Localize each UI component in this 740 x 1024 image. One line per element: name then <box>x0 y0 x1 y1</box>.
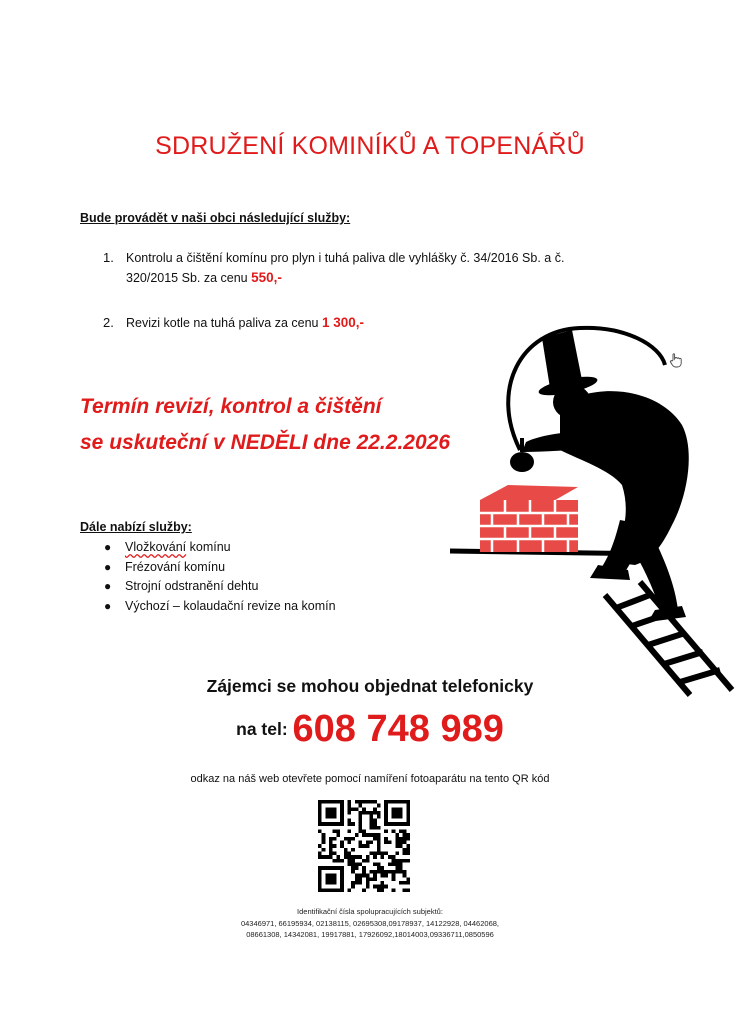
list-item-text: komínu <box>186 540 231 554</box>
list-item <box>104 597 336 617</box>
partner-ids-heading: Identifikační čísla spolupracujících subjektů: <box>297 907 443 916</box>
list-item-text: Frézování komínu <box>125 559 226 574</box>
list-item-text: Výchozí – kolaudační revize na komín <box>125 598 336 613</box>
list-item-text: Strojní odstranění dehtu <box>125 579 259 593</box>
list-item <box>104 577 336 597</box>
term-line-2: se uskuteční v NEDĚLI dne 22.2.2026 <box>80 431 451 454</box>
chimney-sweep-illustration <box>450 320 740 705</box>
phone-line <box>0 708 740 751</box>
services-intro: Bude provádět v naši obci následující služby: <box>80 211 351 225</box>
service-price: 1 300,- <box>321 315 364 330</box>
spellcheck-underlined-word: Vložkování <box>125 540 187 554</box>
list-item <box>104 538 336 558</box>
service-text-line1: Kontrolu a čištění komínu pro plyn i tuhá paliva dle vyhlášky č. 34/2016 Sb. a č. <box>126 251 565 265</box>
service-number: 1. <box>103 250 114 265</box>
order-heading: Zájemci se mohou objednat telefonicky <box>206 676 534 696</box>
qr-note: odkaz na náš web otevřete pomocí namíření fotoaparátu na tento QR kód <box>190 773 550 785</box>
bullet-icon: ● <box>104 598 112 613</box>
service-price: 550,- <box>251 270 282 285</box>
service-text-line2: 320/2015 Sb. za cenu <box>126 271 252 285</box>
partner-ids-line1: 04346971, 66195934, 02138115, 02695308,09178937, 14122928, 04462068, <box>240 918 500 928</box>
bullet-icon: ● <box>104 559 112 574</box>
service-text <box>126 248 626 288</box>
flyer-title: SDRUŽENÍ KOMINÍKŮ A TOPENÁŘŮ <box>155 132 585 160</box>
phone-prefix: na tel: <box>236 719 293 739</box>
partner-ids <box>0 906 740 941</box>
additional-services-list <box>104 538 336 616</box>
bullet-icon: ● <box>104 579 112 593</box>
service-number: 2. <box>103 315 114 330</box>
additional-services-heading: Dále nabízí služby: <box>80 520 192 534</box>
service-text-line1: Revizi kotle na tuhá paliva za cenu <box>126 316 322 330</box>
partner-ids-line2: 08661308, 14342081, 19917881, 17926092,18014003,09336711,0850596 <box>246 930 494 939</box>
phone-number[interactable]: 608 748 989 <box>292 708 504 750</box>
hand-cursor-icon <box>669 352 683 368</box>
qr-code[interactable] <box>318 800 410 892</box>
bullet-icon: ● <box>104 540 112 554</box>
list-item <box>104 558 336 578</box>
term-line-1: Termín revizí, kontrol a čištění <box>80 395 382 418</box>
